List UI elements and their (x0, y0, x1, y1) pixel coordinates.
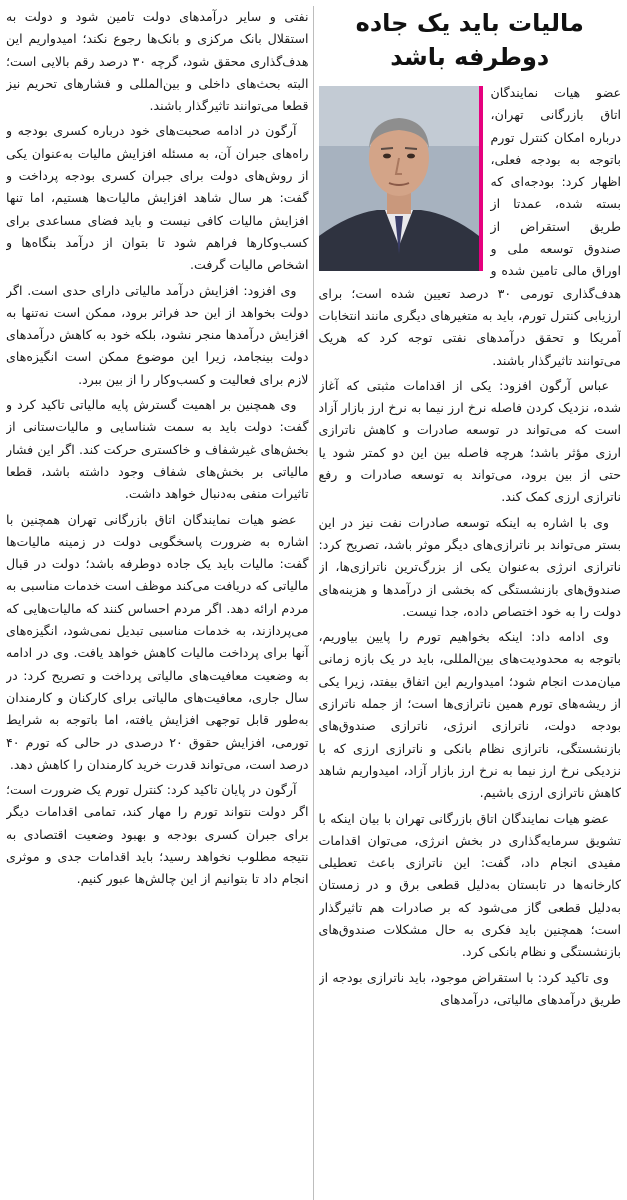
paragraph: نفتی و سایر درآمدهای دولت تامین شود و دولت به استقلال بانک مرکزی و بانک‌ها رجوع نکند؛ امیدواریم این هدف‌گذاری محقق شود، گرچه ۳۰ درصد رقم بالایی است؛ البته بحث‌های داخلی و بین‌المللی و فشارهای تحریم نیز قطعا می‌توانند تاثیرگذار باشند. (6, 9, 309, 114)
paragraph: وی همچنین بر اهمیت گسترش پایه مالیاتی تاکید کرد و گفت: دولت باید به سمت شناسایی و مالیات‌ستانی از بخش‌های غیرشفاف و خاکستری حرکت کند. اگر این فشار مالیاتی بر بخش‌های شفاف وجود داشته باشد، قطعا تاثیرات منفی به‌دنبال خواهد داشت. (6, 397, 309, 502)
lead-block (319, 82, 622, 375)
paragraph: وی ادامه داد: اینکه بخواهیم تورم را پایین بیاوریم، باتوجه به محدودیت‌های بین‌المللی، باید در یک بازه زمانی میان‌مدت انجام شود؛ امیدواریم این اتفاق بیفتد، زیرا یکی از ریشه‌های تورم همین ناترازی‌ها است؛ از جمله ناترازی بودجه دولت، ناترازی انرژی، ناترازی صندوق‌های بازنشستگی، ناترازی نظام بانکی و ناترازی ارزی که با نزدیکی نرخ ارز نیما به نرخ ارز بازار آزاد، امیدواریم شاهد کاهش ناترازی ارزی باشیم. (318, 629, 621, 801)
paragraph: عضو هیات نمایندگان اتاق بازرگانی تهران، درباره امکان کنترل تورم باتوجه به بودجه فعلی، اظهار کرد: بودجه‌ای که بسته شده، عمدتا از طریق استقراض از صندوق توسعه ملی و اوراق مالی تامین شده و هدف‌گذاری تورمی ۳۰ درصد تعیین شده است؛ برای ارزیابی کنترل تورم، باید به متغیرهای دیگری مانند انتخابات آمریکا و تحقق درآمدهای نفتی توجه کرد که هریک می‌توانند تاثیرگذار باشند. (318, 85, 621, 368)
article-left-column (6, 6, 309, 1200)
paragraph: عباس آرگون افزود: یکی از اقدامات مثبتی که آغاز شده، نزدیک کردن فاصله نرخ ارز نیما به نرخ ارز بازار آزاد است که می‌تواند در توسعه صادرات و کاهش ناترازی ارزی مؤثر باشد؛ هرچه فاصله بین این دو کمتر شود یا حتی از بین برود، می‌تواند به توسعه صادرات و رفع ناترازی ارزی کمک کند. (318, 377, 621, 505)
paragraph: وی با اشاره به اینکه توسعه صادرات نفت نیز در این بستر می‌تواند بر ناترازی‌های دیگر موثر باشد، تصریح کرد: ناترازی انرژی به‌عنوان یکی از بزرگ‌ترین ناترازی‌ها، از صندوق‌های بازنشستگی که بخشی از درآمدها و هزینه‌های دولت را به خود اختصاص داده، جدا نیست. (318, 514, 621, 619)
column-divider (313, 6, 314, 1200)
article-headline: مالیات باید یک جاده دوطرفه باشد (355, 9, 584, 71)
portrait-illustration (319, 86, 479, 271)
paragraph: عضو هیات نمایندگان اتاق بازرگانی تهران همچنین با اشاره به ضرورت پاسخگویی دولت در زمینه مالیات‌ها گفت: مالیات باید یک جاده دوطرفه باشد؛ دولت در قبال مالیاتی که دریافت می‌کند موظف است خدمات مناسبی به مردم ارائه دهد. اگر مردم احساس کنند که مالیات‌هایی که می‌پردازند، به خدمات مناسبی تبدیل نمی‌شود، انگیزه‌های آنها برای پرداخت مالیات کاهش خواهد یافت. وی در ادامه به وضعیت معافیت‌های مالیاتی پرداخت و تصریح کرد: در سال جاری، معافیت‌های مالیاتی برای کارکنان و کارمندان به‌طور قابل توجهی افزایش یافته، اما باتوجه به شرایط تورمی، افزایش حقوق ۲۰ درصدی در حالی که تورم ۴۰ درصد است، می‌تواند قدرت خرید کارمندان را کاهش دهد. (6, 511, 309, 772)
paragraph: عضو هیات نمایندگان اتاق بازرگانی تهران با بیان اینکه با تشویق سرمایه‌گذاری در بخش انرژی، می‌توان اقدامات مفیدی انجام داد، گفت: این ناترازی باعث تعطیلی کارخانه‌ها در تابستان به‌دلیل قطعی برق و در زمستان به‌دلیل قطعی گاز می‌شود که بر صادرات هم تاثیرگذار است؛ همچنین باید فکری به حال مشکلات صندوق‌های بازنشستگی و نظام بانکی کرد. (318, 810, 621, 960)
paragraph: وی تاکید کرد: با استقراض موجود، باید ناترازی بودجه از طریق درآمدهای مالیاتی، درآمدهای (318, 969, 621, 1007)
article-right-column (319, 6, 622, 1200)
paragraph: وی افزود: افزایش درآمد مالیاتی دارای حدی است. اگر دولت بخواهد از این حد فراتر برود، ممکن است نه‌تنها به افزایش درآمدها منجر نشود، بلکه خود به کاهش درآمدهای دولت بینجامد، زیرا این موضوع ممکن است انگیزه‌های لازم برای فعالیت و کسب‌وکار را از بین ببرد. (6, 282, 309, 387)
paragraph: آرگون در پایان تاکید کرد: کنترل تورم یک ضرورت است؛ اگر دولت نتواند تورم را مهار کند، تمامی اقدامات دیگر برای جبران کسری بودجه و بهبود وضعیت اقتصادی به نتیجه مطلوب نخواهد رسید؛ باید اقدامات جدی و موثری انجام داد تا بتوانیم از این چالش‌ها عبور کنیم. (6, 782, 309, 887)
paragraph: آرگون در ادامه صحبت‌های خود درباره کسری بودجه و راه‌های جبران آن، به مسئله افزایش مالیات به‌عنوان یکی از روش‌های دولت برای جبران کسری بودجه پرداخت و گفت: هر سال شاهد افزایش مالیات‌ها هستیم، اما تنها افزایش مالیات کافی نیست و باید فضای مساعدی برای کسب‌وکارها فراهم شود تا بتوان از درآمد بنگاه‌ها و اشخاص مالیات گرفت. (6, 123, 309, 273)
portrait-photo (319, 86, 483, 271)
